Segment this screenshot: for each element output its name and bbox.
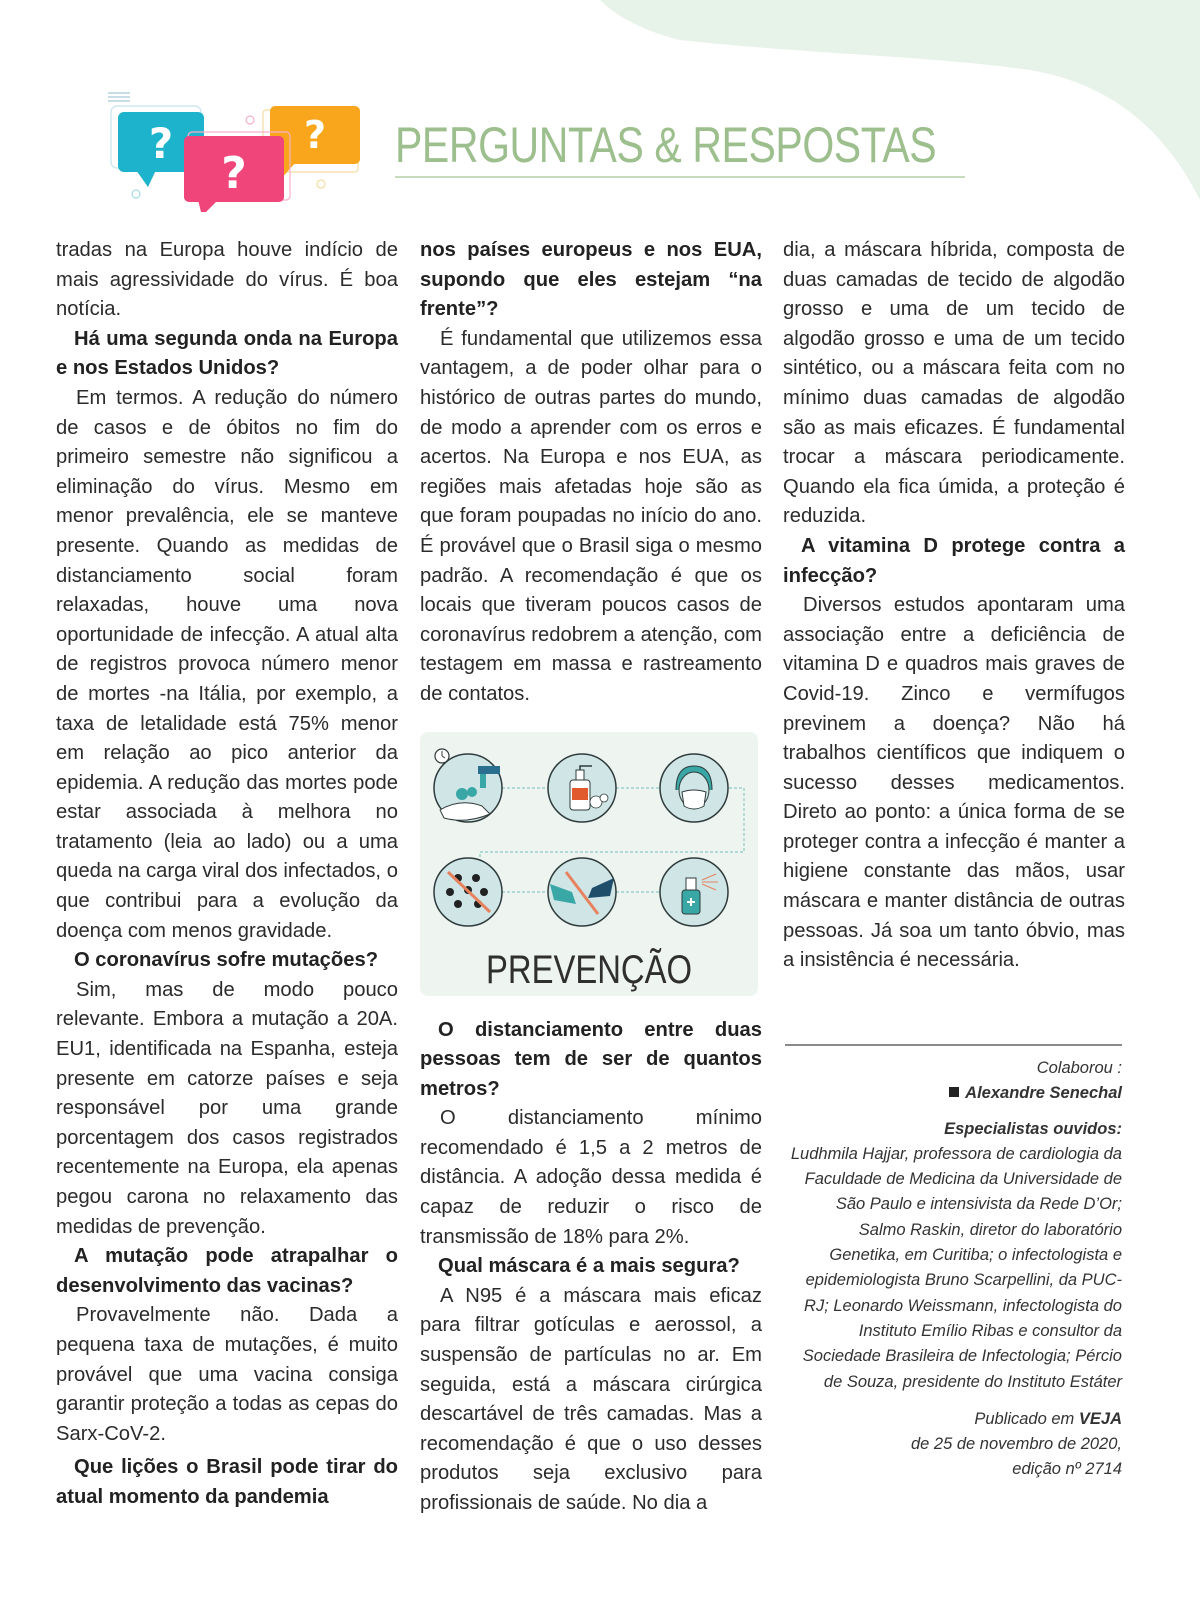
svg-text:?: ? [303, 113, 327, 157]
sanitizer-spray-icon [660, 858, 728, 926]
question-heading: Há uma segunda onda na Europa e nos Estados Unidos? [56, 327, 398, 380]
publication-info [785, 1407, 1122, 1483]
magazine-name: VEJA [1078, 1409, 1122, 1428]
question-bubbles-icon [108, 92, 368, 212]
answer-paragraph: A N95 é a máscara mais eficaz para filtrar gotículas e aerossol, a suspensão de partículas no ar. Em seguida, está a máscara cirúrgica descartável de três camadas. Mas a recomendação é que o uso desses produtos seja exclusivo para profissionais de saúde. No dia a [420, 1284, 762, 1514]
question-heading: Que lições o Brasil pode tirar do atual momento da pandemia [56, 1456, 398, 1508]
prevention-infographic [420, 732, 758, 996]
answer-paragraph: Diversos estudos apontaram uma associação entre a deficiência de vitamina D e quadros mais graves de Covid-19. Zinco e vermífugos previnem a doença? Não há trabalhos científicos que indiquem o sucesso desses medicamentos. Direto ao ponto: a única forma de se proteger contra a infecção é manter a higiene constante das mãos, usar máscara e manter distância de outras pessoas. Já soa um tanto óbvio, mas a insistência é necessária. [783, 594, 1125, 972]
question-heading: Qual máscara é a mais segura? [438, 1255, 740, 1278]
paragraph: tradas na Europa houve indício de mais agressividade do vírus. É boa notícia. [56, 239, 398, 321]
hand-washing-icon [434, 749, 502, 822]
credits-divider [785, 1044, 1122, 1046]
no-handshake-icon [548, 858, 616, 926]
edition-number: edição nº 2714 [1012, 1460, 1122, 1479]
specialists-label: Especialistas ouvidos: [944, 1119, 1122, 1138]
specialists-list: Ludhmila Hajjar, professora de cardiologia da Faculdade de Medicina da Universidade de São Paulo e intensivista da Rede D’Or; Salmo Raskin, diretor do laboratório Genetika, em Curitiba; o infectologista e epidemiologista Bruno Scarpellini, da PUC-RJ; Leonardo Weissmann, infectologista do Instituto Emílio Ribas e consultor da Sociedade Brasileira de Infectologia; Pércio de Souza, presidente do Instituto Estáter [790, 1144, 1122, 1391]
question-heading: A vitamina D protege contra a infecção? [783, 534, 1125, 587]
answer-paragraph: Em termos. A redução do número de casos e de óbitos no fim do primeiro semestre não significou a eliminação do vírus. Mesmo em menor prevalência, ele se manteve presente. Quando as medidas de distanciamento social foram relaxadas, houve uma nova oportunidade de infecção. A atual alta de registros provoca número menor de mortes -na Itália, por exemplo, a taxa de letalidade está 75% menor em relação ao pico anterior da epidemia. A redução das mortes pode estar associada à melhora no tratamento (leia ao lado) ou a uma queda na carga viral dos infectados, o que contribui para a evolução da doença com menos gravidade. [56, 386, 398, 942]
soap-dispenser-icon [548, 754, 616, 822]
square-bullet-icon [949, 1087, 959, 1097]
answer-paragraph: Sim, mas de modo pouco relevante. Embora a mutação a 20A. EU1, identificada na Espanha, esteja presente em catorze países e seja responsável por uma grande porcentagem dos casos registrados recentemente na Europa, ela apenas pegou carona no relaxamento das medidas de prevenção. [56, 978, 398, 1238]
face-mask-icon [660, 754, 728, 822]
collaborator-label: Colaborou : [1036, 1059, 1122, 1077]
answer-paragraph: É fundamental que utilizemos essa vantagem, a de poder olhar para o histórico de outras partes do mundo, de modo a aprender com os erros e acertos. Na Europa e nos EUA, as regiões mais afetadas hoje são as que foram poupadas no início do ano. É provável que o Brasil siga o mesmo padrão. A recomendação é que os locais que tiveram poucos casos de coronavírus redobrem a atenção, com testagem em massa e rastreamento de contatos. [420, 327, 762, 705]
answer-paragraph: Provavelmente não. Dada a pequena taxa de mutações, é muito provável que uma vacina consiga garantir proteção a todas as cepas do Sarx-CoV-2. [56, 1304, 398, 1445]
collaborator-name-text: Alexandre Senechal [965, 1084, 1122, 1103]
title-underline [395, 176, 965, 178]
svg-text:?: ? [148, 119, 174, 168]
published-prefix: Publicado em [974, 1409, 1075, 1428]
answer-paragraph-continued: dia, a máscara híbrida, composta de duas camadas de tecido de algodão grosso e uma de um tecido de algodão grosso e uma de um tecido sintético, ou a máscara feita com no mínimo duas camadas de algodão são as mais eficazes. É fundamental trocar a máscara periodicamente. Quando ela fica úmida, a proteção é reduzida. [783, 239, 1125, 528]
question-heading-continued: nos países europeus e nos EUA, supondo que eles estejam “na frente”? [420, 239, 762, 321]
svg-text:?: ? [221, 148, 247, 199]
article-column-1 [56, 236, 398, 1513]
corner-decoration [560, 0, 1200, 220]
question-heading: O distanciamento entre duas pessoas tem de ser de quantos metros? [420, 1018, 762, 1100]
article-column-2 [420, 236, 762, 1519]
answer-paragraph: O distanciamento mínimo recomendado é 1,5 a 2 metros de distância. A adoção dessa medida é capaz de reduzir o risco de transmissão de 18% para 2%. [420, 1107, 762, 1248]
question-heading: O coronavírus sofre mutações? [74, 949, 379, 972]
collaborator-name [785, 1081, 1122, 1106]
prevention-title: PREVENÇÃO [486, 947, 692, 992]
article-column-3 [783, 236, 1125, 976]
credits-box [785, 1044, 1122, 1483]
question-heading: A mutação pode atrapalhar o desenvolvimento das vacinas? [56, 1245, 398, 1297]
page-title: PERGUNTAS & RESPOSTAS [395, 117, 937, 173]
no-crowds-icon [434, 858, 502, 926]
publication-date: de 25 de novembro de 2020, [911, 1435, 1122, 1454]
